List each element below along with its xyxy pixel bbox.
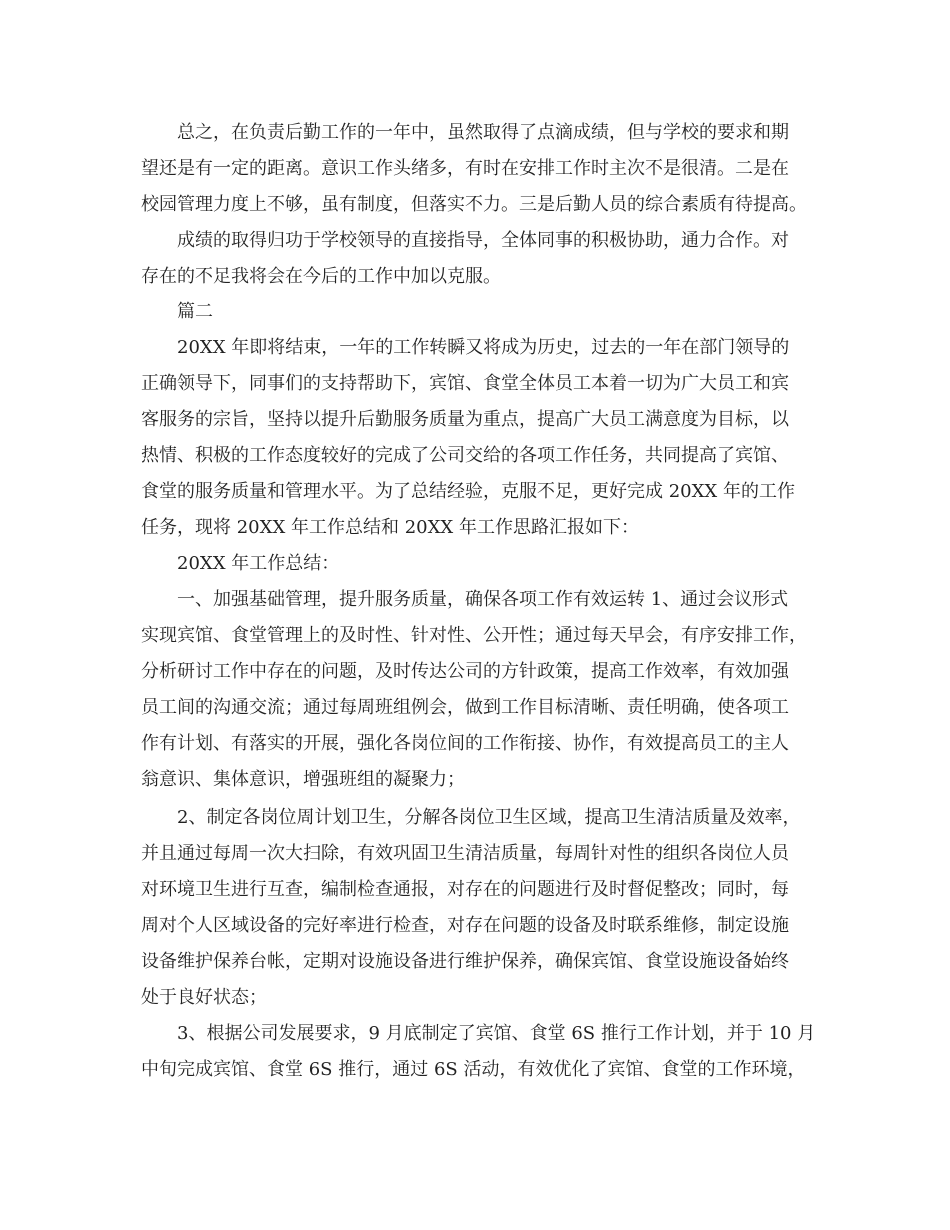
paragraph-line: 中旬完成宾馆、食堂 6S 推行，通过 6S 活动，有效优化了宾馆、食堂的工作环境， <box>141 1059 806 1080</box>
paragraph-line: 一、加强基础管理，提升服务质量，确保各项工作有效运转 1、通过会议形式 <box>177 589 789 610</box>
paragraph-line: 翁意识、集体意识，增强班组的凝聚力； <box>141 769 465 790</box>
paragraph-line: 员工间的沟通交流；通过每周班组例会，做到工作目标清晰、责任明确，使各项工 <box>141 697 789 718</box>
paragraph-line: 食堂的服务质量和管理水平。为了总结经验，克服不足，更好完成 20XX 年的工作 <box>141 481 795 502</box>
paragraph-line: 作有计划、有落实的开展，强化各岗位间的工作衔接、协作，有效提高员工的主人 <box>141 733 789 754</box>
paragraph-line: 总之，在负责后勤工作的一年中，虽然取得了点滴成绩，但与学校的要求和期 <box>177 122 789 143</box>
paragraph-line: 成绩的取得归功于学校领导的直接指导，全体同事的积极协助，通力合作。对 <box>177 230 789 251</box>
section-heading: 篇二 <box>177 301 213 322</box>
paragraph-line: 热情、积极的工作态度较好的完成了公司交给的各项工作任务，共同提高了宾馆、 <box>141 445 789 466</box>
subheading: 20XX 年工作总结： <box>177 553 340 574</box>
paragraph-line: 周对个人区域设备的完好率进行检查，对存在问题的设备及时联系维修，制定设施 <box>141 915 789 936</box>
paragraph-line: 任务，现将 20XX 年工作总结和 20XX 年工作思路汇报如下： <box>141 517 639 538</box>
paragraph-line: 20XX 年即将结束，一年的工作转瞬又将成为历史，过去的一年在部门领导的 <box>177 337 790 358</box>
paragraph-line: 并且通过每周一次大扫除，有效巩固卫生清洁质量，每周针对性的组织各岗位人员 <box>141 843 789 864</box>
paragraph-line: 客服务的宗旨，坚持以提升后勤服务质量为重点，提高广大员工满意度为目标，以 <box>141 409 789 430</box>
paragraph-line: 正确领导下，同事们的支持帮助下，宾馆、食堂全体员工本着一切为广大员工和宾 <box>141 373 789 394</box>
paragraph-line: 望还是有一定的距离。意识工作头绪多，有时在安排工作时主次不是很清。二是在 <box>141 158 789 179</box>
paragraph-line: 3、根据公司发展要求，9 月底制定了宾馆、食堂 6S 推行工作计划，并于 10 月 <box>177 1023 816 1044</box>
paragraph-line: 对环境卫生进行互查，编制检查通报，对存在的问题进行及时督促整改；同时，每 <box>141 879 789 900</box>
paragraph-line: 设备维护保养台帐，定期对设施设备进行维护保养，确保宾馆、食堂设施设备始终 <box>141 951 789 972</box>
paragraph-line: 存在的不足我将会在今后的工作中加以克服。 <box>141 266 501 287</box>
paragraph-line: 实现宾馆、食堂管理上的及时性、针对性、公开性；通过每天早会，有序安排工作， <box>141 625 807 646</box>
paragraph-line: 处于良好状态； <box>141 987 267 1008</box>
paragraph-line: 2、制定各岗位周计划卫生，分解各岗位卫生区域，提高卫生清洁质量及效率， <box>177 807 801 828</box>
paragraph-line: 校园管理力度上不够，虽有制度，但落实不力。三是后勤人员的综合素质有待提高。 <box>141 194 807 215</box>
paragraph-line: 分析研讨工作中存在的问题，及时传达公司的方针政策，提高工作效率，有效加强 <box>141 661 789 682</box>
